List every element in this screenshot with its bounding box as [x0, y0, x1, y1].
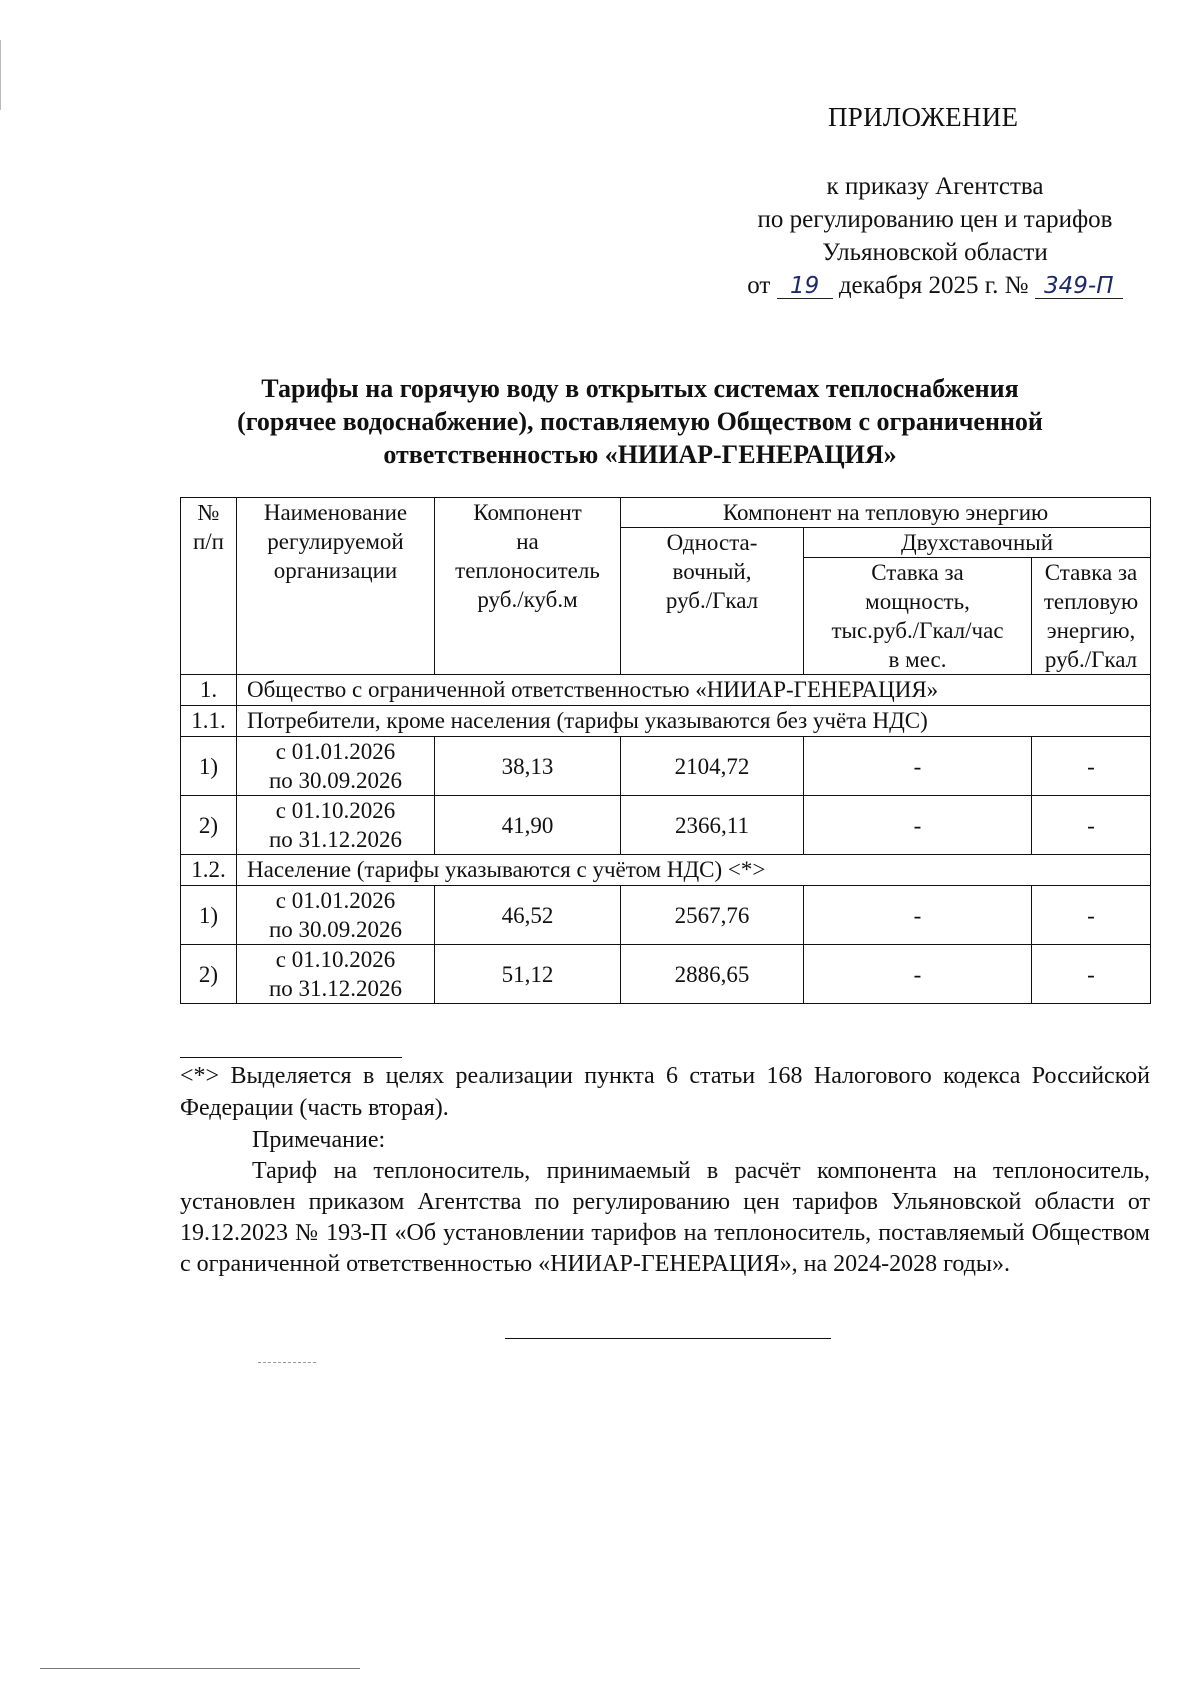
title-line: (горячее водоснабжение), поставляемую Обществом с ограниченной	[237, 407, 1043, 436]
row-number: 2)	[181, 796, 237, 855]
row-number: 1)	[181, 886, 237, 945]
appendix-title: ПРИЛОЖЕНИЕ	[828, 102, 1019, 132]
header-org-name: Наименование регулируемой организации	[237, 498, 435, 675]
group-row	[181, 706, 1151, 737]
capacity-rate-value: -	[804, 886, 1032, 945]
single-rate-value: 2886,65	[621, 945, 804, 1004]
row-number: 1.2.	[181, 855, 237, 886]
title-line: Тарифы на горячую воду в открытых системах теплоснабжения	[261, 374, 1019, 403]
coolant-value: 46,52	[435, 886, 621, 945]
group-row	[181, 855, 1151, 886]
period-cell: с 01.01.2026 по 30.09.2026	[237, 886, 435, 945]
energy-rate-value: -	[1032, 737, 1151, 796]
footnote-divider	[180, 1057, 402, 1058]
handwritten-order-number: 349-П	[1035, 274, 1123, 299]
row-number: 1.1.	[181, 706, 237, 737]
period-cell: с 01.10.2026 по 31.12.2026	[237, 945, 435, 1004]
row-number: 1)	[181, 737, 237, 796]
capacity-rate-value: -	[804, 945, 1032, 1004]
scan-artifact	[0, 40, 1, 110]
period-cell: с 01.01.2026 по 30.09.2026	[237, 737, 435, 796]
capacity-rate-value: -	[804, 796, 1032, 855]
group-label: Население (тарифы указываются с учётом НДС) <*>	[237, 855, 1151, 886]
footnote: <*> Выделяется в целях реализации пункта 6 статьи 168 Налогового кодекса Российской Федерации (часть вторая).	[180, 1063, 1150, 1121]
table-row	[181, 796, 1151, 855]
header-single-rate: Односта- вочный, руб./Гкал	[621, 528, 804, 675]
table-row	[181, 737, 1151, 796]
org-row	[181, 675, 1151, 706]
single-rate-value: 2567,76	[621, 886, 804, 945]
scan-artifact	[258, 1362, 316, 1363]
single-rate-value: 2104,72	[621, 737, 804, 796]
org-name: Общество с ограниченной ответственностью «НИИАР-ГЕНЕРАЦИЯ»	[237, 675, 1151, 706]
coolant-value: 38,13	[435, 737, 621, 796]
energy-rate-value: -	[1032, 886, 1151, 945]
order-line: по регулированию цен и тарифов	[757, 206, 1113, 233]
document-title	[200, 372, 1080, 471]
single-rate-value: 2366,11	[621, 796, 804, 855]
coolant-value: 51,12	[435, 945, 621, 1004]
energy-rate-value: -	[1032, 796, 1151, 855]
row-number: 1.	[181, 675, 237, 706]
energy-rate-value: -	[1032, 945, 1151, 1004]
note-text: Тариф на теплоноситель, принимаемый в расчёт компонента на теплоноситель, установлен приказом Агентства по регулированию цен тарифов Ульяновской области от 19.12.2023 № 193-П «Об установлении тарифов на теплоноситель, поставляемый Обществом с ограниченной ответственностью «НИИАР-ГЕНЕРАЦИЯ», на 2024-2028 годы».	[180, 1158, 1150, 1277]
date-prefix: от	[747, 272, 771, 299]
header-coolant-component: Компонент на теплоноситель руб./куб.м	[435, 498, 621, 675]
table-row	[181, 945, 1151, 1004]
order-line: к приказу Агентства	[826, 173, 1044, 200]
table-row	[181, 886, 1151, 945]
capacity-rate-value: -	[804, 737, 1032, 796]
header-two-rate: Двухставочный	[804, 528, 1151, 558]
order-reference	[690, 170, 1180, 302]
header-energy-rate: Ставка за тепловую энергию, руб./Гкал	[1032, 558, 1151, 675]
title-line: ответственностью «НИИАР-ГЕНЕРАЦИЯ»	[383, 440, 897, 469]
header-capacity-rate: Ставка за мощность, тыс.руб./Гкал/час в мес.	[804, 558, 1032, 675]
header-number: № п/п	[181, 498, 237, 675]
group-label: Потребители, кроме населения (тарифы указываются без учёта НДС)	[237, 706, 1151, 737]
period-cell: с 01.10.2026 по 31.12.2026	[237, 796, 435, 855]
end-divider	[505, 1338, 831, 1339]
tariff-table	[180, 497, 1151, 1004]
date-rest: декабря 2025 г. №	[838, 272, 1029, 299]
note-heading: Примечание:	[252, 1127, 386, 1153]
order-line: Ульяновской области	[822, 239, 1048, 266]
scan-artifact	[40, 1668, 360, 1669]
handwritten-day: 19	[777, 274, 833, 299]
row-number: 2)	[181, 945, 237, 1004]
header-heat-component: Компонент на тепловую энергию	[621, 498, 1151, 528]
order-date-line	[690, 269, 1180, 302]
coolant-value: 41,90	[435, 796, 621, 855]
